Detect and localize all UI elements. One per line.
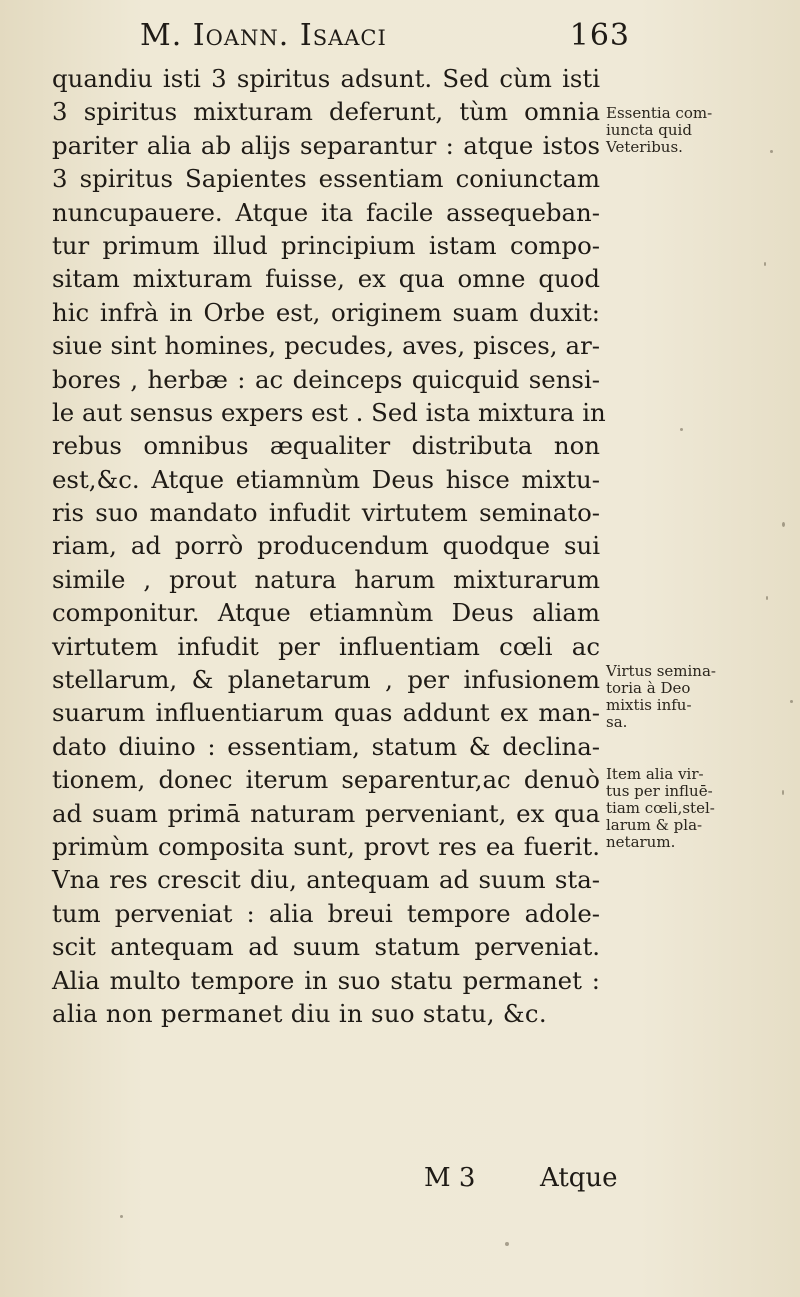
page-footer <box>0 1163 800 1199</box>
paper-speck <box>782 790 784 795</box>
text-line: suarum influentiarum quas addunt ex man- <box>52 698 600 728</box>
text-line: simile , prout natura harum mixturarum <box>52 564 600 594</box>
text-line: Alia multo tempore in suo statu permanet : <box>52 965 600 995</box>
paper-speck <box>120 1215 123 1218</box>
margin-note-line: iuncta quid <box>606 121 692 139</box>
margin-note-line: Veteribus. <box>606 138 683 156</box>
running-title: M. Ioann. Isaaci <box>140 18 387 53</box>
margin-note-line: Item alia vir- <box>606 765 704 783</box>
text-line: componitur. Atque etiamnùm Deus aliam <box>52 598 600 628</box>
text-line: virtutem infudit per influentiam cœli ac <box>52 631 600 661</box>
catchword: Atque <box>540 1163 618 1193</box>
margin-note-line: toria à Deo <box>606 679 691 697</box>
text-line: 3 spiritus mixturam deferunt, tùm omnia <box>52 97 600 127</box>
margin-note-line: Essentia com- <box>606 104 713 122</box>
body-text <box>52 62 606 1030</box>
text-line: primùm composita sunt, provt res ea fuerit. <box>52 831 600 861</box>
text-line: siue sint homines, pecudes, aves, pisces, ar- <box>52 331 600 361</box>
text-line-last <box>52 997 600 1030</box>
paper-speck <box>764 262 766 266</box>
text-line: bores , herbæ : ac deinceps quicquid sensi- <box>52 364 600 394</box>
text-line: dato diuino : essentiam, statum & declina- <box>52 731 600 761</box>
text-line: tionem, donec iterum separentur,ac denuò <box>52 765 600 795</box>
text-line: le aut sensus expers est . Sed ista mixtura in <box>52 397 606 427</box>
text-line: nuncupauere. Atque ita facile assequeban- <box>52 197 600 227</box>
margin-note-essentia <box>606 105 756 156</box>
text-line: est,&c. Atque etiamnùm Deus hisce mixtu- <box>52 464 600 494</box>
paper-speck <box>680 428 683 431</box>
text-line-last-content: alia non permanet diu in suo statu, &c. <box>52 998 547 1028</box>
paper-speck <box>790 700 793 703</box>
margin-note-line: tiam cœli,stel- <box>606 799 715 817</box>
margin-note-line: Virtus semina- <box>606 662 716 680</box>
text-line: stellarum, & planetarum , per infusionem <box>52 665 600 695</box>
margin-note-line: mixtis infu- <box>606 696 692 714</box>
text-line: ad suam primā naturam perveniant, ex qua <box>52 798 600 828</box>
text-line: hic infrà in Orbe est, originem suam duxit: <box>52 297 600 327</box>
paper-speck <box>766 596 768 600</box>
text-line: rebus omnibus æqualiter distributa non <box>52 431 600 461</box>
paper-speck <box>770 150 773 153</box>
text-line: Vna res crescit diu, antequam ad suum sta- <box>52 865 600 895</box>
text-line: scit antequam ad suum statum perveniat. <box>52 932 600 962</box>
margin-note-line: netarum. <box>606 833 676 851</box>
margin-note-influentia <box>606 766 756 851</box>
text-line: riam, ad porrò producendum quodque sui <box>52 531 600 561</box>
page-number: 163 <box>569 18 630 53</box>
text-line: quandiu isti 3 spiritus adsunt. Sed cùm isti <box>52 64 600 93</box>
margin-note-line: sa. <box>606 713 628 731</box>
text-line: tum perveniat : alia breui tempore adole- <box>52 898 600 928</box>
text-line: ris suo mandato infudit virtutem seminato- <box>52 498 600 528</box>
text-line: pariter alia ab alijs separantur : atque istos <box>52 130 600 160</box>
margin-note-virtus-seminatoria <box>606 663 756 731</box>
margin-note-line: tus per influē- <box>606 782 713 800</box>
text-line: 3 spiritus Sapientes essentiam coniunctam <box>52 164 600 194</box>
text-line: tur primum illud principium istam compo- <box>52 230 600 260</box>
margin-note-line: larum & pla- <box>606 816 703 834</box>
text-line: sitam mixturam fuisse, ex qua omne quod <box>52 264 600 294</box>
page-header <box>140 18 630 62</box>
paper-speck <box>782 522 785 527</box>
signature-mark: M 3 <box>424 1163 476 1193</box>
paper-speck <box>505 1242 509 1246</box>
